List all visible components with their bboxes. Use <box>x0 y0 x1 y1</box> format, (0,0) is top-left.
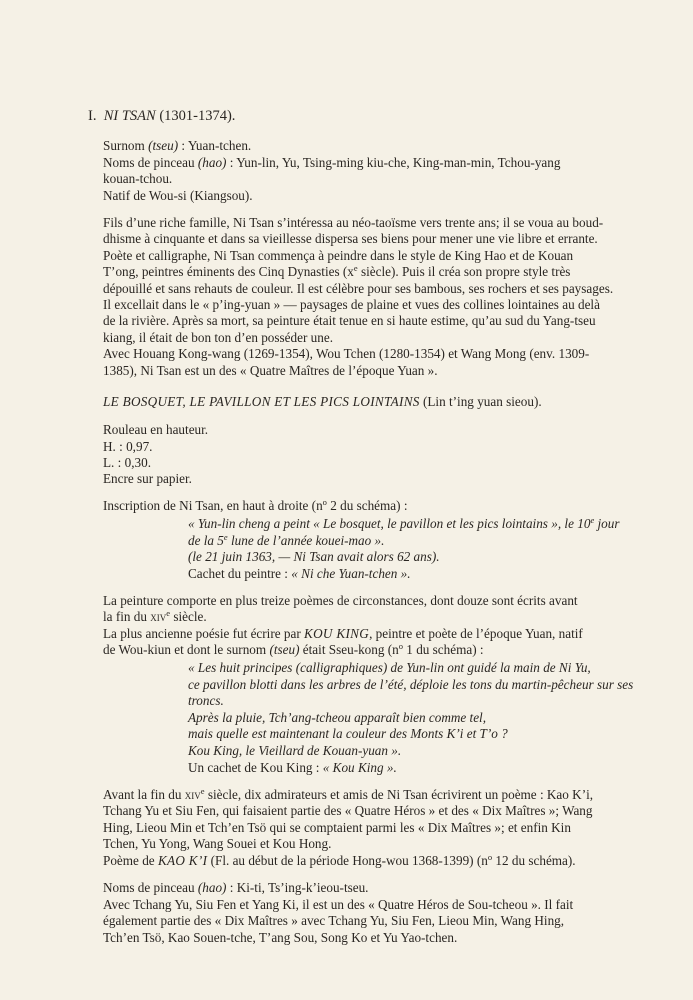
kouking-quote-line: mais quelle est maintenant la couleur des Monts K’i et T’o ? <box>188 726 508 741</box>
bio-paragraph-line: kiang, il était de bon ton d’en posséder une. <box>103 330 333 345</box>
bio-paragraph-line: T’ong, peintres éminents des Cinq Dynasties ($x^e$ siècle). Puis il créa son propre style très <box>103 263 571 279</box>
artist-dates: (1301-1374). <box>159 108 236 124</box>
kouking-quote-line: « Les huit principes (calligraphiques) de Yun-lin ont guidé la main de Ni Yu, <box>188 660 591 675</box>
kouking-quote-line: ce pavillon blotti dans les arbres de l’été, déploie les tons du martin-pêcheur sur ses <box>188 677 634 692</box>
work-height: H. : 0,97. <box>103 439 153 454</box>
work-title-line <box>103 394 542 411</box>
bio-paragraph-line: Avec Houang Kong-wang (1269-1354), Wou Tchen (1280-1354) et Wang Mong (env. 1309- <box>103 346 590 361</box>
inscription-intro: Inscription de Ni Tsan, en haut à droite ($n^o$ 2 du schéma) : <box>103 497 408 513</box>
bio-paragraph-line: dhisme à cinquante et dans sa vieillesse dispersa ses biens pour mener une vie libre et errante. <box>103 231 598 246</box>
bio-paragraph-line: dépouillé et sans rehauts de couleur. Il est célèbre pour ses bambous, ses rochers et ses paysages. <box>103 281 614 296</box>
poems-paragraph-line: la fin du xiv$^e$ siècle. <box>103 608 207 624</box>
section-number: I. <box>88 108 97 124</box>
kaoki-pinceau-line: Noms de pinceau (hao) : Ki-ti, Ts’ing-k’ieou-tseu. <box>103 880 369 895</box>
admirers-line: Tchen, Yu Yong, Wang Souei et Kou Hong. <box>103 836 332 851</box>
poems-paragraph-line: La plus ancienne poésie fut écrire par KOU KING, peintre et poète de l’époque Yuan, natif <box>103 626 583 641</box>
admirers-line: Avant la fin du xiv$^e$ siècle, dix admirateurs et amis de Ni Tsan écrivirent un poème : Kao K’i, <box>103 786 594 802</box>
work-title: LE BOSQUET, LE PAVILLON ET LES PICS LOINTAINS <box>103 394 420 409</box>
admirers-line: Hing, Lieou Min et Tch’en Tsö qui se comptaient parmi les « Dix Maîtres »; et enfin Kin <box>103 820 571 835</box>
pinceau-line: Noms de pinceau (hao) : Yun-lin, Yu, Tsing-ming kiu-che, King-man-min, Tchou-yang <box>103 155 561 170</box>
admirers-line: Tchang Yu et Siu Fen, qui faisaient partie des « Quatre Héros » et des « Dix Maîtres »; Wang <box>103 803 593 818</box>
bio-paragraph-line: de la rivière. Après sa mort, sa peinture était tenue en si haute estime, qu’au sud du Yang-tseu <box>103 313 596 328</box>
section-heading <box>88 108 235 125</box>
kaoki-line: Tch’en Tsö, Kao Souen-tche, T’ang Sou, Song Ko et Yu Yao-tchen. <box>103 930 458 945</box>
work-subtitle: (Lin t’ing yuan sieou). <box>422 394 542 409</box>
work-width: L. : 0,30. <box>103 455 151 470</box>
kouking-cachet-line: Un cachet de Kou King : « Kou King ». <box>188 760 397 775</box>
admirers-line: Poème de KAO K’I (Fl. au début de la période Hong-wou 1368-1399) ($n^o$ 12 du schéma). <box>103 852 576 868</box>
inscription-quote-line: (le 21 juin 1363, — Ni Tsan avait alors 62 ans). <box>188 549 440 564</box>
bio-paragraph-line: Fils d’une riche famille, Ni Tsan s’intéressa au néo-taoïsme vers trente ans; il se voua au boud- <box>103 215 604 230</box>
kaoki-line: Avec Tchang Yu, Siu Fen et Yang Ki, il est un des « Quatre Héros de Sou-tcheou ». Il fait <box>103 897 574 912</box>
kaoki-line: également partie des « Dix Maîtres » avec Tchang Yu, Siu Fen, Lieou Min, Wang Hing, <box>103 913 565 928</box>
kouking-quote-line: Kou King, le Vieillard de Kouan-yuan ». <box>188 743 402 758</box>
bio-paragraph-line: 1385), Ni Tsan est un des « Quatre Maîtres de l’époque Yuan ». <box>103 363 438 378</box>
work-format: Rouleau en hauteur. <box>103 422 209 437</box>
kouking-quote-line: Après la pluie, Tch’ang-tcheou apparaît bien comme tel, <box>188 710 487 725</box>
artist-name: NI TSAN <box>103 108 156 124</box>
poems-paragraph-line: de Wou-kiun et dont le surnom (tseu) était Sseu-kong ($n^o$ 1 du schéma) : <box>103 641 484 657</box>
poems-paragraph-line: La peinture comporte en plus treize poèmes de circonstances, dont douze sont écrits avant <box>103 593 578 608</box>
inscription-quote-line: « Yun-lin cheng a peint « Le bosquet, le pavillon et les pics lointains », le 10e jour <box>188 515 620 531</box>
inscription-quote-line: de la 5e lune de l’année kouei-mao ». <box>188 532 385 548</box>
work-medium: Encre sur papier. <box>103 471 192 486</box>
natif-line: Natif de Wou-si (Kiangsou). <box>103 188 253 203</box>
surnom-line: Surnom (tseu) : Yuan-tchen. <box>103 138 252 153</box>
kouking-quote-line: troncs. <box>188 693 224 708</box>
bio-paragraph-line: Il excellait dans le « p’ing-yuan » — paysages de plaine et vues des collines lointaines au delà <box>103 297 600 312</box>
bio-paragraph-line: Poète et calligraphe, Ni Tsan commença à peindre dans le style de King Hao et de Kouan <box>103 248 574 263</box>
cachet-line: Cachet du peintre : « Ni che Yuan-tchen ». <box>188 566 411 581</box>
pinceau-line-2: kouan-tchou. <box>103 171 173 186</box>
